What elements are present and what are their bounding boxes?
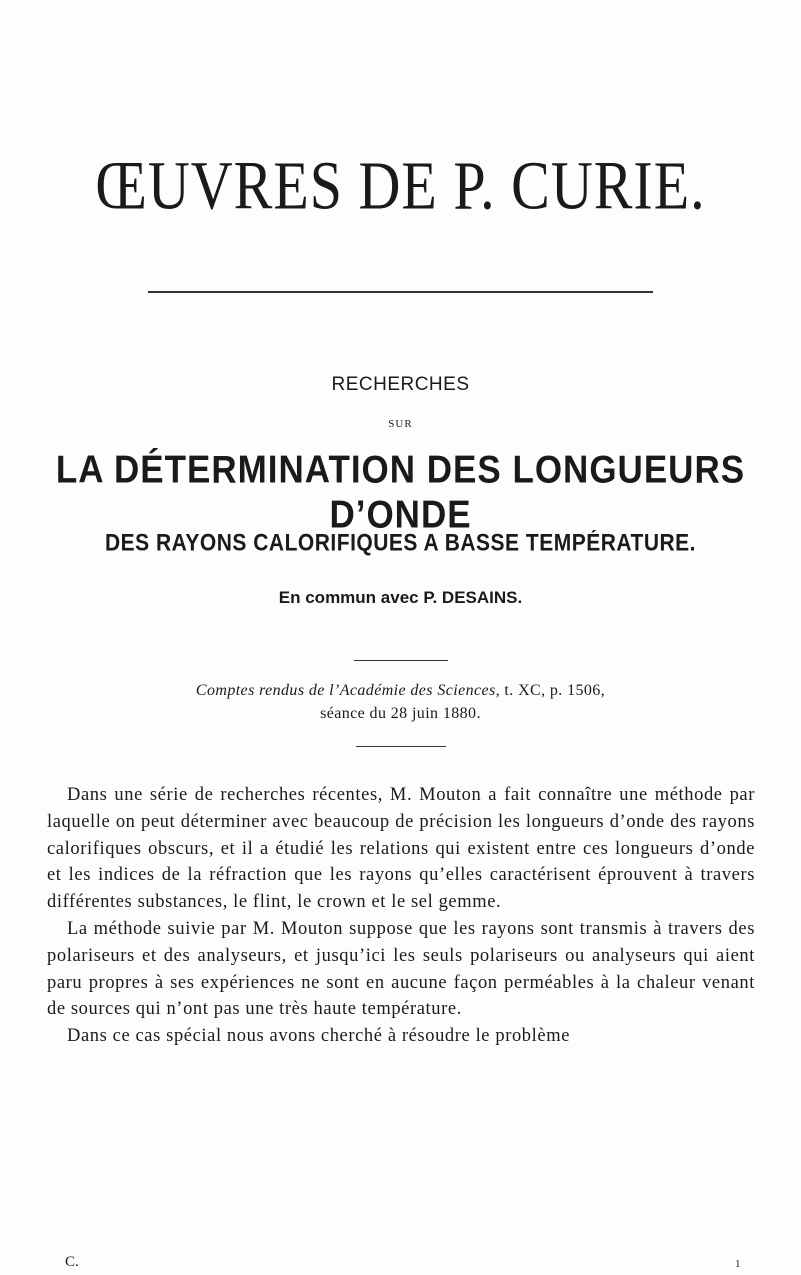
co-author-line: En commun avec P. DESAINS. bbox=[278, 588, 523, 607]
citation-block bbox=[0, 679, 801, 725]
signature-mark: C. bbox=[65, 1254, 79, 1270]
paragraph-3: Dans ce cas spécial nous avons cherché à résoudre le problème bbox=[67, 1026, 571, 1047]
citation-line-1 bbox=[0, 679, 801, 702]
citation-volume: t. XC, p. 1506, bbox=[504, 682, 606, 699]
citation-journal: Comptes rendus de l’Académie des Sciences, bbox=[195, 682, 501, 699]
article-heading-line-1: LA DÉTERMINATION DES LONGUEURS D’ONDE bbox=[55, 448, 746, 537]
title-divider bbox=[148, 291, 653, 293]
section-label-recherches: RECHERCHES bbox=[331, 374, 470, 395]
page-number: 1 bbox=[735, 1258, 741, 1270]
article-heading-line-2: DES RAYONS CALORIFIQUES A BASSE TEMPÉRATURE. bbox=[104, 530, 696, 557]
page-title: ŒUVRES DE P. CURIE. bbox=[95, 147, 706, 224]
section-label-sur: SUR bbox=[388, 418, 413, 430]
short-divider-lower bbox=[356, 746, 446, 747]
body-text bbox=[47, 782, 755, 1050]
paragraph-1: Dans une série de recherches récentes, M. Mouton a fait connaître une méthode par laquelle on peut déterminer avec beaucoup de précision les longueurs d’onde des rayons calorifiques obscurs, et il a étudié les relations qui existent entre ces longueurs d’onde et les indices de la réfraction que les rayons qu’elles caractérisent éprouvent à travers différentes substances, le flint, le crown et le sel gemme. bbox=[47, 785, 755, 913]
citation-seance: séance du 28 juin 1880. bbox=[320, 705, 481, 722]
short-divider-upper bbox=[354, 660, 448, 661]
paragraph-2: La méthode suivie par M. Mouton suppose que les rayons sont transmis à travers des polariseurs et des analyseurs, et jusqu’ici les seuls polariseurs ou analyseurs qui aient paru propres à ses expériences ne sont en aucune façon perméables à la chaleur venant de sources qui n’ont pas une très haute température. bbox=[47, 918, 755, 1020]
